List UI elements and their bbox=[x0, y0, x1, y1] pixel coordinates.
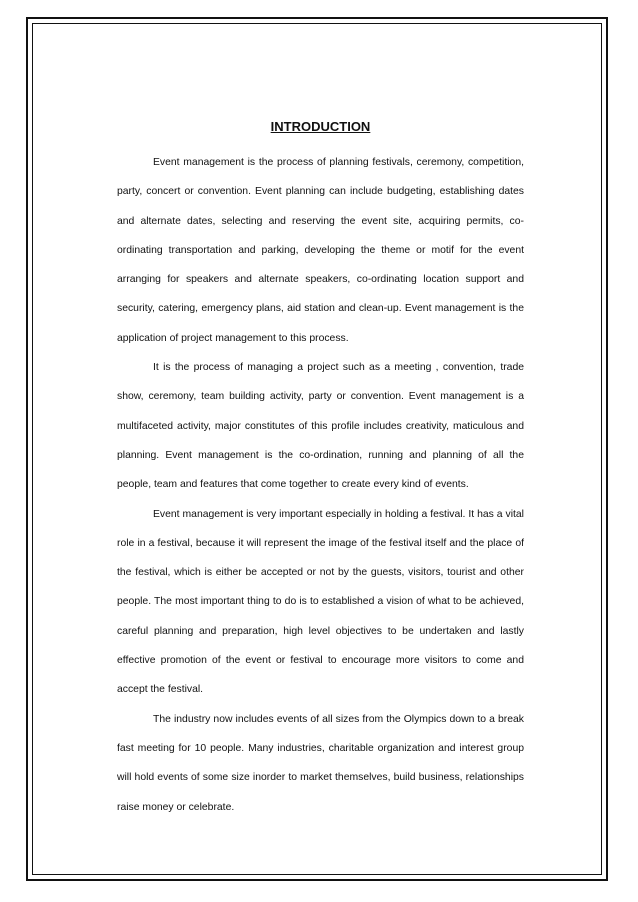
paragraph-4: The industry now includes events of all sizes from the Olympics down to a break fast meeting for 10 people. Many industries, charitable organization and interest group will hold events of some size inorder to market themselves, build business, relationships raise money or celebrate. bbox=[117, 713, 524, 813]
paragraph-2: It is the process of managing a project such as a meeting , convention, trade show, ceremony, team building activity, party or convention. Event management is a multifaceted activity, major constitutes of this profile includes creativity, maticulous and planning. Event management is the co-ordination, running and planning of all the people, team and features that come together to create every kind of events. bbox=[117, 362, 524, 491]
document-title: INTRODUCTION bbox=[270, 119, 371, 134]
paragraph-1: Event management is the process of planning festivals, ceremony, competition, party, concert or convention. Event planning can include budgeting, establishing dates and alternate dates, selecting and reserving the event site, acquiring permits, co-ordinating transportation and parking, developing the theme or motif for the event arranging for speakers and alternate speakers, co-ordinating location support and security, catering, emergency plans, aid station and clean-up. Event management is the application of project management to this process. bbox=[117, 157, 524, 344]
paragraph-3: Event management is very important especially in holding a festival. It has a vital role in a festival, because it will represent the image of the festival itself and the place of the festival, which is either be accepted or not by the guests, visitors, tourist and other people. The most important thing to do is to established a vision of what to be achieved, careful planning and preparation, high level objectives to be undertaken and lastly effective promotion of the event or festival to encourage more visitors to come and accept the festival. bbox=[117, 508, 524, 696]
document-body bbox=[117, 118, 524, 822]
